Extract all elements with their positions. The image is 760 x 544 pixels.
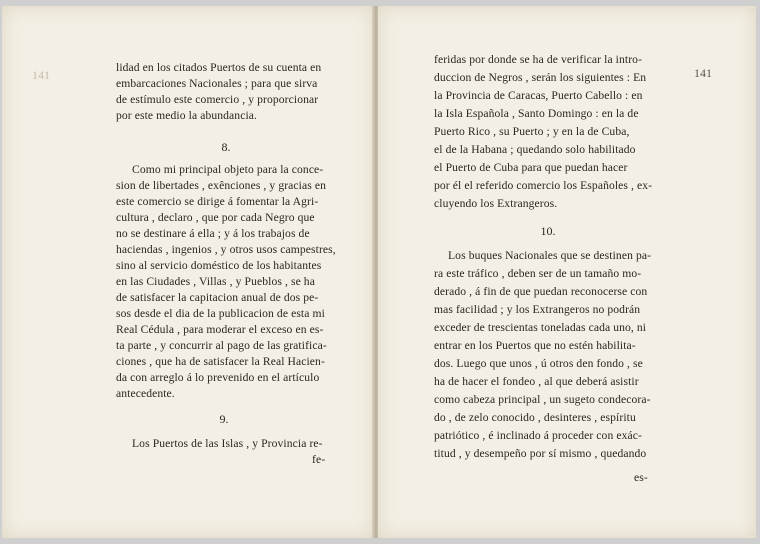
text-line: ha de hacer el fondeo , al que deberá asistir — [434, 375, 639, 388]
text-line: da con arreglo á lo prevenido en el artículo — [116, 371, 320, 384]
text-line: Como mi principal objeto para la conce- — [132, 163, 324, 176]
text-line: de satisfacer la capitacion anual de dos pe- — [116, 291, 319, 304]
left-page-number: 141 — [32, 68, 50, 82]
text-line: por este medio la abundancia. — [116, 109, 258, 122]
text-line: Real Cédula , para moderar el exceso en es- — [116, 323, 324, 336]
text-line: de estímulo este comercio , y proporcionar — [116, 93, 319, 106]
text-line: cultura , declaro , que por cada Negro que — [116, 211, 315, 224]
text-line: es- — [634, 471, 648, 484]
text-line: dos. Luego que unos , ú otros den fondo , se — [434, 357, 643, 370]
text-line: Los Puertos de las Islas , y Provincia re- — [132, 437, 323, 450]
text-line: Puerto Rico , su Puerto ; y en la de Cuba, — [434, 125, 630, 138]
text-line: exceder de trescientas toneladas cada uno, ni — [434, 321, 647, 334]
text-line: feridas por donde se ha de verificar la intro- — [434, 53, 643, 66]
text-line: titud , y desempeño por sí mismo , quedando — [434, 447, 647, 460]
text-line: sos desde el dia de la publicacion de esta mi — [116, 307, 325, 320]
section-number-8: 8. — [221, 140, 231, 154]
text-line: entrar en los Puertos que no estén habilita- — [434, 339, 636, 352]
text-line: antecedente. — [116, 387, 175, 400]
text-line: haciendas , ingenios , y otros usos campestres, — [116, 243, 336, 256]
text-line: el de la Habana ; quedando solo habilitado — [434, 143, 636, 156]
text-line: duccion de Negros , serán los siguientes : En — [434, 71, 647, 84]
right-text-column — [434, 52, 662, 532]
text-line: cluyendo los Extrangeros. — [434, 197, 558, 210]
text-line: por él el referido comercio los Españoles , ex- — [434, 179, 653, 192]
text-line: ta parte , y concurrir al pago de las gratifica- — [116, 339, 327, 352]
text-line: ciones , que ha de satisfacer la Real Hacien- — [116, 355, 325, 368]
text-line: ra este tráfico , deben ser de un tamaño mo- — [434, 267, 642, 280]
text-line: el Puerto de Cuba para que puedan hacer — [434, 161, 628, 174]
text-line: como cabeza principal , un sugeto condecora- — [434, 393, 651, 406]
text-line: do , de zelo conocido , desinteres , espíritu — [434, 411, 636, 424]
section-number-9: 9. — [219, 412, 229, 426]
right-page — [378, 6, 756, 538]
text-line: lidad en los citados Puertos de su cuenta en — [116, 61, 322, 74]
text-line: la Isla Española , Santo Domingo : en la de — [434, 107, 639, 120]
section-number-10: 10. — [540, 224, 556, 238]
text-line: la Provincia de Caracas, Puerto Cabello : en — [434, 89, 643, 102]
text-line: sino al servicio doméstico de los habitantes — [116, 259, 322, 272]
left-page — [2, 6, 375, 538]
text-line: derado , á fin de que puedan reconocerse con — [434, 285, 648, 298]
text-line: sion de libertades , exênciones , y gracias en — [116, 179, 326, 192]
text-line: Los buques Nacionales que se destinen pa- — [448, 249, 652, 262]
text-line: en las Ciudades , Villas , y Pueblos , se ha — [116, 275, 315, 288]
left-text-column — [116, 60, 336, 530]
text-line: este comercio se dirige á fomentar la Agri- — [116, 195, 319, 208]
text-line: patriótico , é inclinado á proceder con exác- — [434, 429, 642, 442]
text-line: mas facilidad ; y los Extrangeros no podrán — [434, 303, 641, 316]
right-page-number: 141 — [694, 66, 712, 80]
text-line: embarcaciones Nacionales ; para que sirva — [116, 77, 318, 90]
text-line: no se destinare á ella ; y á los trabajos de — [116, 227, 310, 240]
text-line: fe- — [312, 453, 326, 466]
